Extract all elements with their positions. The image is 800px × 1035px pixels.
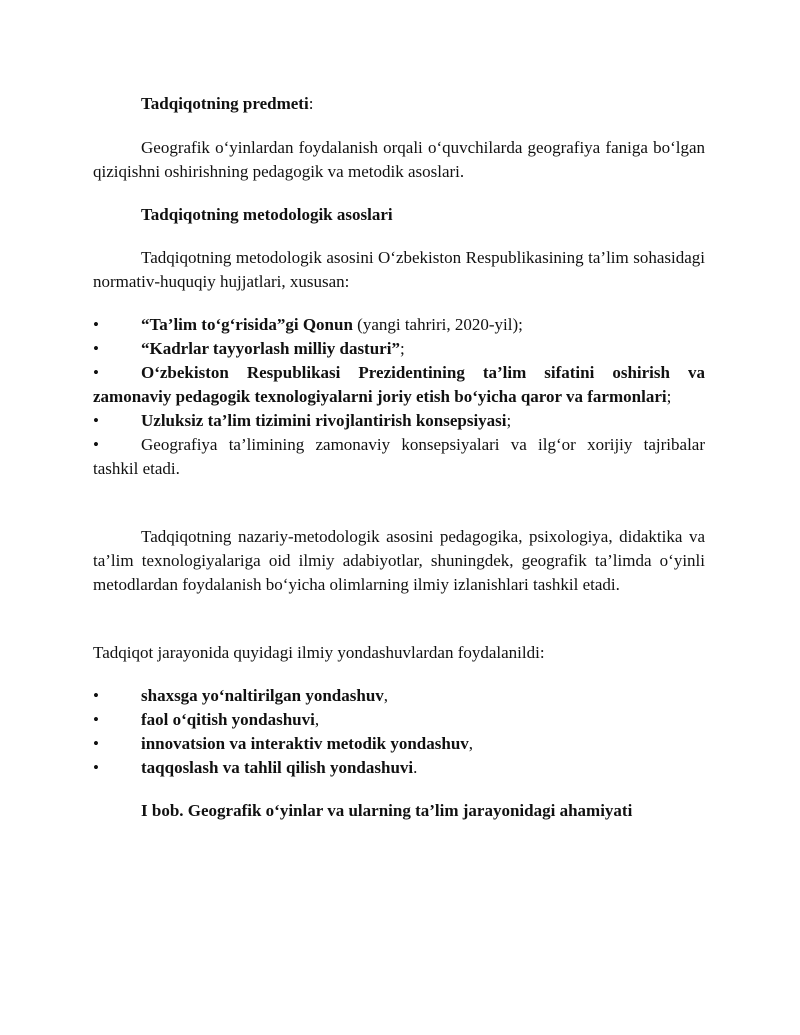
predmet-paragraph: Geografik o‘yinlardan foydalanish orqali o‘quvchilarda geografiya faniga bo‘lgan qiziqishni oshirishning pedagogik va metodik asoslari. [93, 138, 705, 181]
yondashuv-intro: Tadqiqot jarayonida quyidagi ilmiy yondashuvlardan foydalanildi: [93, 643, 545, 662]
approaches-list [93, 684, 705, 780]
bullet-icon: • [93, 710, 99, 729]
normative-documents-list [93, 313, 705, 481]
predmet-heading-line [93, 92, 705, 116]
list-item: • shaxsga yo‘naltirilgan yondashuv, [93, 684, 705, 708]
metod-heading: Tadqiqotning metodologik asoslari [141, 205, 393, 224]
bullet-icon: • [93, 315, 99, 334]
metod-intro-paragraph: Tadqiqotning metodologik asosini O‘zbekiston Respublikasining ta’lim sohasidagi normativ-huquqiy hujjatlari, xususan: [93, 248, 705, 291]
bullet-icon: • [93, 734, 99, 753]
list-item: • Uzluksiz ta’lim tizimini rivojlantirish konsepsiyasi; [93, 409, 705, 433]
bullet-icon: • [93, 758, 99, 777]
list-item: • taqqoslash va tahlil qilish yondashuvi. [93, 756, 705, 780]
bullet-icon: • [93, 363, 99, 382]
list-item: • “Kadrlar tayyorlash milliy dasturi”; [93, 337, 705, 361]
chapter-heading: I bob. Geografik o‘yinlar va ularning ta’lim jarayonidagi ahamiyati [141, 801, 633, 820]
nazariy-paragraph: Tadqiqotning nazariy-metodologik asosini pedagogika, psixologiya, didaktika va ta’lim texnologiyalariga oid ilmiy adabiyotlar, shuningdek, geografik ta’limda o‘yinli metodlardan foydalanish bo‘yicha olimlarning ilmiy izlanishlari tashkil etadi. [93, 527, 705, 594]
list-item: • faol o‘qitish yondashuvi, [93, 708, 705, 732]
bullet-icon: • [93, 686, 99, 705]
bullet-icon: • [93, 411, 99, 430]
predmet-heading: Tadqiqotning predmeti [141, 94, 309, 113]
bullet-icon: • [93, 435, 99, 454]
list-item: • innovatsion va interaktiv metodik yondashuv, [93, 732, 705, 756]
list-item: • “Ta’lim to‘g‘risida”gi Qonun (yangi tahriri, 2020-yil); [93, 313, 705, 337]
list-item: • O‘zbekiston Respublikasi Prezidentining ta’lim sifatini oshirish va zamonaviy pedagogik texnologiyalarni joriy etish bo‘yicha qaror va farmonlari; [93, 363, 705, 406]
bullet-icon: • [93, 339, 99, 358]
list-item: • Geografiya ta’limining zamonaviy konsepsiyalari va ilg‘or xorijiy tajribalar tashkil etadi. [93, 435, 705, 478]
predmet-colon: : [308, 94, 314, 113]
